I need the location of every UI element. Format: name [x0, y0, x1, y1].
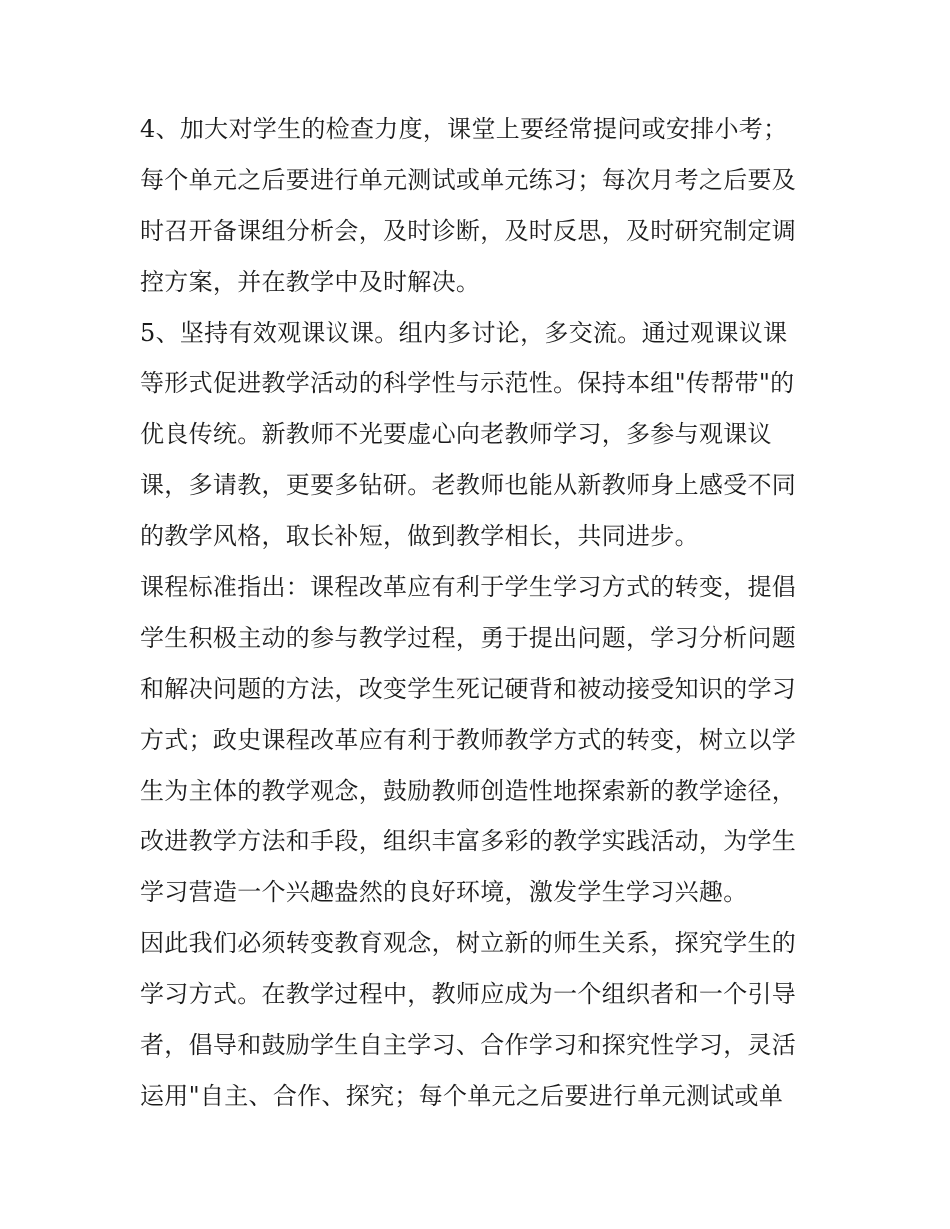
text-line: 课，多请教，更要多钻研。老教师也能从新教师身上感受不同 [140, 471, 797, 500]
text-line: 方式；政史课程改革应有利于教师教学方式的转变，树立以学 [140, 725, 797, 754]
text-line: 控方案，并在教学中及时解决。 [140, 267, 481, 296]
text-line: 学生积极主动的参与教学过程，勇于提出问题，学习分析问题 [140, 623, 797, 652]
text-line: 因此我们必须转变教育观念，树立新的师生关系，探究学生的 [140, 929, 797, 958]
text-line: 每个单元之后要进行单元测试或单元练习；每次月考之后要及 [140, 165, 797, 194]
text-line: 4、加大对学生的检查力度，课堂上要经常提问或安排小考； [140, 115, 788, 143]
text-line: 学习方式。在教学过程中，教师应成为一个组织者和一个引导 [140, 980, 797, 1009]
text-line: 者，倡导和鼓励学生自主学习、合作学习和探究性学习，灵活 [140, 1031, 797, 1060]
text-line: 的教学风格，取长补短，做到教学相长，共同进步。 [140, 522, 699, 551]
text-line: 等形式促进教学活动的科学性与示范性。保持本组"传帮带"的 [140, 369, 795, 398]
body-text [140, 104, 820, 1122]
text-line: 和解决问题的方法，改变学生死记硬背和被动接受知识的学习 [140, 674, 797, 703]
text-line: 课程标准指出：课程改革应有利于学生学习方式的转变，提倡 [140, 573, 797, 602]
text-line: 生为主体的教学观念，鼓励教师创造性地探索新的教学途径， [140, 776, 797, 805]
text-line: 运用"自主、合作、探究；每个单元之后要进行单元测试或单 [140, 1081, 784, 1110]
text-line: 时召开备课组分析会，及时诊断，及时反思，及时研究制定调 [140, 216, 797, 245]
text-line: 改进教学方法和手段，组织丰富多彩的教学实践活动，为学生 [140, 827, 797, 856]
text-line: 5、坚持有效观课议课。组内多讨论，多交流。通过观课议课 [140, 318, 788, 347]
text-line: 优良传统。新教师不光要虚心向老教师学习，多参与观课议 [140, 420, 772, 449]
text-line: 学习营造一个兴趣盎然的良好环境，激发学生学习兴趣。 [140, 878, 748, 907]
